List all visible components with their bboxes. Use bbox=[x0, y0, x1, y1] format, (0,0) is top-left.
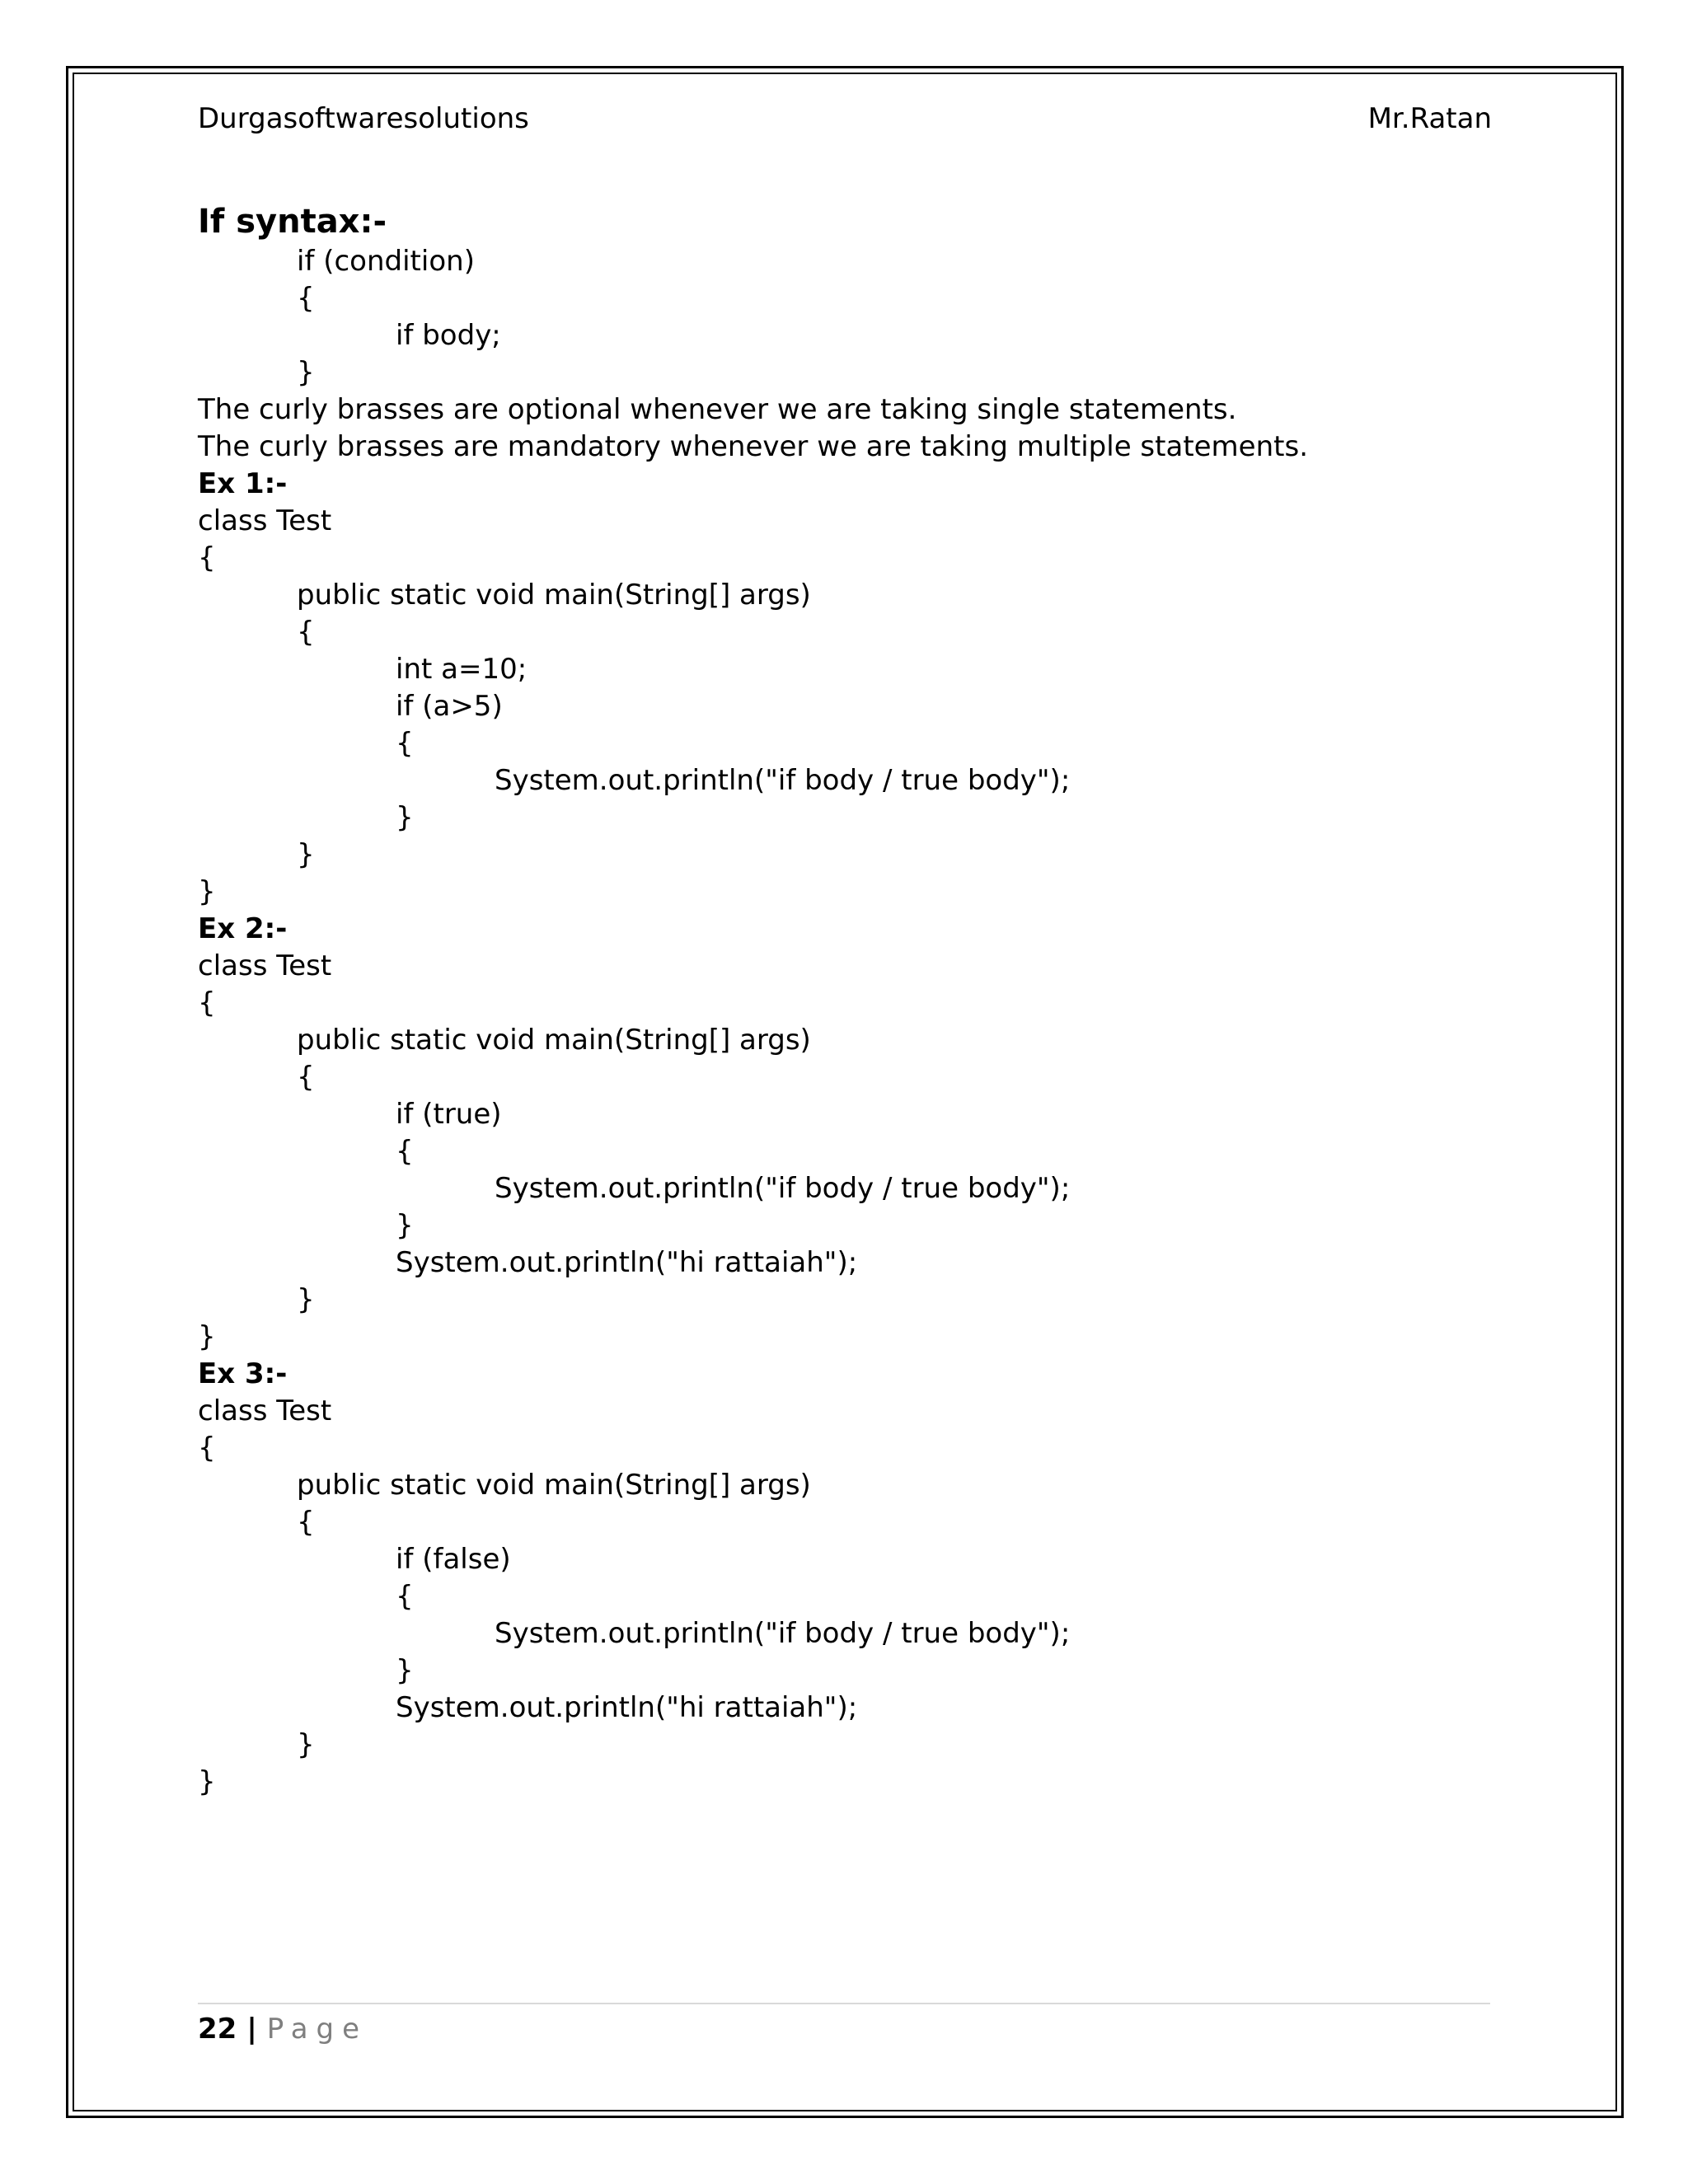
text-line: if body; bbox=[396, 319, 501, 352]
text-line: if (a>5) bbox=[396, 690, 503, 723]
text-line: class Test bbox=[198, 504, 332, 537]
text-line: } bbox=[198, 1765, 216, 1798]
header-author: Mr.Ratan bbox=[1367, 102, 1492, 135]
text-line: System.out.println("if body / true body"); bbox=[495, 1172, 1071, 1205]
text-line: } bbox=[297, 838, 315, 871]
text-line: { bbox=[297, 616, 315, 649]
text-line: } bbox=[396, 1654, 414, 1687]
text-line: { bbox=[198, 1432, 216, 1465]
example-label: Ex 1:- bbox=[198, 467, 288, 500]
text-line: { bbox=[198, 987, 216, 1019]
text-line: } bbox=[396, 801, 414, 834]
page-footer bbox=[198, 2011, 368, 2047]
text-line: System.out.println("if body / true body"); bbox=[495, 1617, 1071, 1650]
text-line: } bbox=[198, 875, 216, 908]
text-line: } bbox=[297, 1728, 315, 1761]
text-line: System.out.println("hi rattaiah"); bbox=[396, 1691, 858, 1724]
code-lines bbox=[198, 243, 1484, 1801]
text-line: int a=10; bbox=[396, 653, 528, 686]
document-body bbox=[198, 200, 1484, 1801]
text-line: } bbox=[198, 1320, 216, 1353]
text-line: } bbox=[297, 1283, 315, 1316]
header-company: Durgasoftwaresolutions bbox=[198, 102, 529, 135]
text-line: public static void main(String[] args) bbox=[297, 1469, 811, 1502]
text-line: System.out.println("hi rattaiah"); bbox=[396, 1246, 858, 1279]
text-line: { bbox=[198, 541, 216, 574]
text-line: if (false) bbox=[396, 1543, 511, 1576]
page-label: Page bbox=[266, 2013, 368, 2046]
footer-separator: | bbox=[246, 2013, 257, 2046]
text-line: if (true) bbox=[396, 1098, 502, 1131]
text-line: { bbox=[297, 282, 315, 315]
text-line: public static void main(String[] args) bbox=[297, 1024, 811, 1057]
text-line: public static void main(String[] args) bbox=[297, 579, 811, 612]
text-line: { bbox=[297, 1061, 315, 1094]
text-line: { bbox=[396, 1135, 414, 1168]
text-line: The curly brasses are optional whenever we are taking single statements. bbox=[198, 393, 1237, 426]
text-line: if (condition) bbox=[297, 245, 475, 278]
text-line: The curly brasses are mandatory whenever we are taking multiple statements. bbox=[198, 430, 1309, 463]
text-line: } bbox=[396, 1209, 414, 1242]
text-line: } bbox=[297, 356, 315, 389]
example-label: Ex 2:- bbox=[198, 912, 288, 945]
example-label: Ex 3:- bbox=[198, 1357, 288, 1390]
page-number: 22 bbox=[198, 2013, 237, 2046]
text-line: System.out.println("if body / true body"); bbox=[495, 764, 1071, 797]
text-line: class Test bbox=[198, 949, 332, 982]
section-heading: If syntax:- bbox=[198, 203, 387, 241]
footer-rule bbox=[198, 2003, 1490, 2004]
text-line: { bbox=[396, 727, 414, 760]
text-line: { bbox=[297, 1506, 315, 1539]
text-line: { bbox=[396, 1580, 414, 1613]
text-line: class Test bbox=[198, 1394, 332, 1427]
